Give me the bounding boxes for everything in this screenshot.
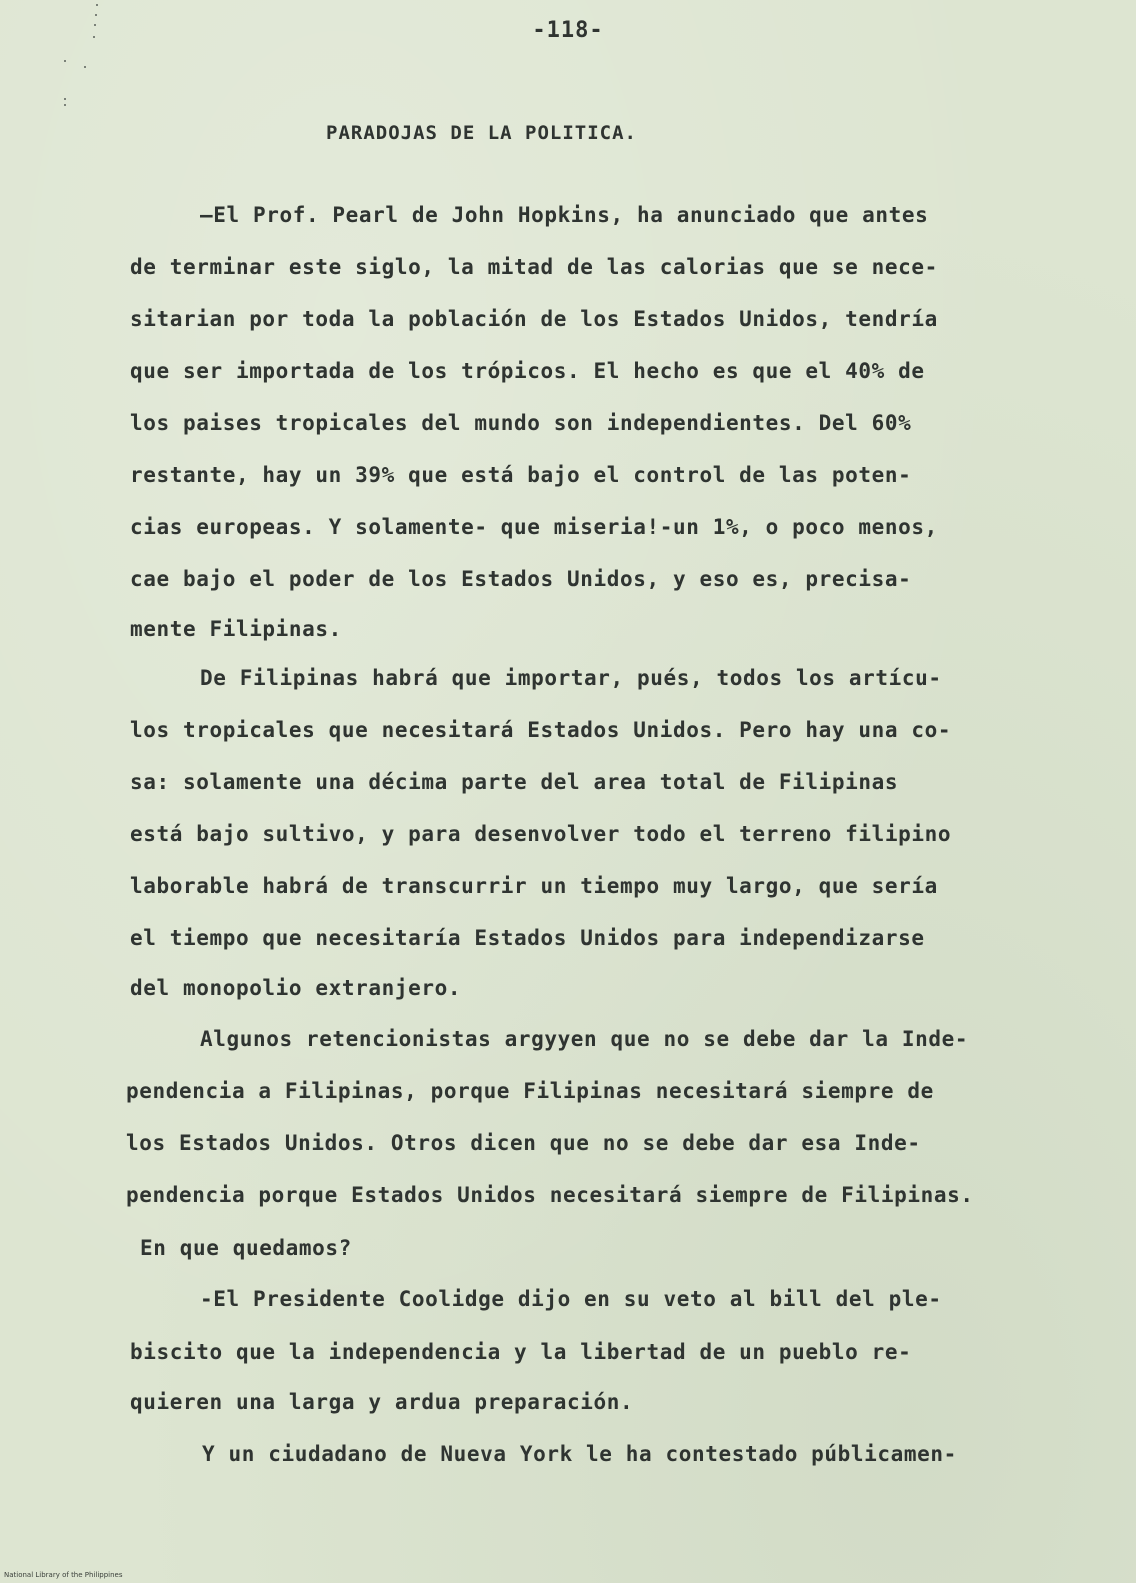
text-line: cae bajo el poder de los Estados Unidos, y eso es, precisa-	[130, 567, 912, 591]
footer-credit: National Library of the Philippines	[4, 1571, 123, 1579]
text-line: cias europeas. Y solamente- que miseria!-un 1%, o poco menos,	[130, 515, 938, 539]
text-line: –El Prof. Pearl de John Hopkins, ha anunciado que antes	[200, 203, 929, 227]
text-line: Algunos retencionistas argyyen que no se debe dar la Inde-	[200, 1027, 969, 1051]
text-line: De Filipinas habrá que importar, pués, todos los artícu-	[200, 666, 942, 690]
text-line: restante, hay un 39% que está bajo el control de las poten-	[130, 463, 912, 487]
text-line: que ser importada de los trópicos. El hecho es que el 40% de	[130, 359, 925, 383]
text-line: biscito que la independencia y la libertad de un pueblo re-	[130, 1340, 912, 1364]
text-line: los tropicales que necesitará Estados Unidos. Pero hay una co-	[130, 718, 952, 742]
document-title: PARADOJAS DE LA POLITICA.	[326, 122, 637, 144]
text-line: los paises tropicales del mundo son independientes. Del 60%	[130, 411, 912, 435]
text-line: quieren una larga y ardua preparación.	[130, 1390, 634, 1414]
text-line: sa: solamente una décima parte del area total de Filipinas	[130, 770, 899, 794]
text-line: En que quedamos?	[140, 1236, 352, 1260]
text-line: del monopolio extranjero.	[130, 976, 462, 1000]
text-line: Y un ciudadano de Nueva York le ha contestado públicamen-	[202, 1442, 957, 1466]
text-line: laborable habrá de transcurrir un tiempo muy largo, que sería	[130, 874, 938, 898]
text-line: los Estados Unidos. Otros dicen que no se debe dar esa Inde-	[126, 1131, 921, 1155]
text-line: pendencia porque Estados Unidos necesitará siempre de Filipinas.	[126, 1183, 974, 1207]
text-line: mente Filipinas.	[130, 617, 342, 641]
page-number: -118-	[532, 18, 604, 43]
text-line: está bajo sultivo, y para desenvolver todo el terreno filipino	[130, 822, 952, 846]
text-line: sitarian por toda la población de los Estados Unidos, tendría	[130, 307, 938, 331]
text-line: -El Presidente Coolidge dijo en su veto al bill del ple-	[200, 1287, 942, 1311]
text-line: el tiempo que necesitaría Estados Unidos para independizarse	[130, 926, 925, 950]
text-line: pendencia a Filipinas, porque Filipinas necesitará siempre de	[126, 1079, 934, 1103]
text-line: de terminar este siglo, la mitad de las calorias que se nece-	[130, 255, 938, 279]
